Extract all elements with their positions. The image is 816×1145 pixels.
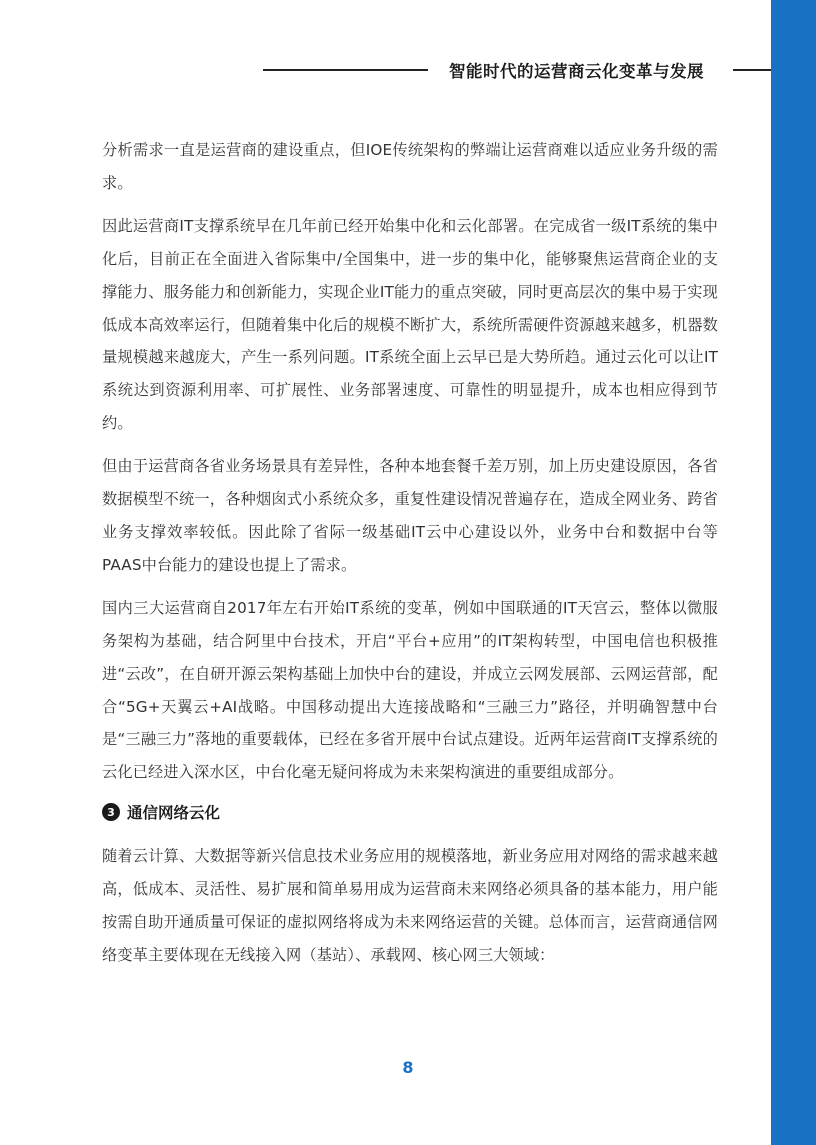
body-content — [102, 134, 718, 982]
section-heading — [102, 799, 718, 825]
paragraph: 随着云计算、大数据等新兴信息技术业务应用的规模落地，新业务应用对网络的需求越来越高，低成本、灵活性、易扩展和简单易用成为运营商未来网络必须具备的基本能力，用户能按需自助开通质量可保证的虚拟网络将成为未来网络运营的关键。总体而言，运营商通信网络变革主要体现在无线接入网（基站）、承载网、核心网三大领域： — [102, 847, 718, 964]
page-number: 8 — [402, 1058, 414, 1077]
running-header — [0, 56, 771, 86]
section-title: 通信网络云化 — [127, 804, 221, 823]
paragraph: 因此运营商IT支撑系统早在几年前已经开始集中化和云化部署。在完成省一级IT系统的集中化后，目前正在全面进入省际集中/全国集中，进一步的集中化，能够聚焦运营商企业的支撑能力、服务能力和创新能力，实现企业IT能力的重点突破，同时更高层次的集中易于实现低成本高效率运行，但随着集中化后的规模不断扩大，系统所需硬件资源越来越多，机器数量规模越来越庞大，产生一系列问题。IT系统全面上云早已是大势所趋。通过云化可以让IT系统达到资源利用率、可扩展性、业务部署速度、可靠性的明显提升，成本也相应得到节约。 — [102, 216, 718, 433]
side-color-bar — [771, 0, 816, 1145]
header-rule-left — [263, 69, 428, 71]
section-number-badge: 3 — [102, 803, 120, 821]
paragraph: 但由于运营商各省业务场景具有差异性，各种本地套餐千差万别，加上历史建设原因，各省数据模型不统一，各种烟囱式小系统众多，重复性建设情况普遍存在，造成全网业务、跨省业务支撑效率较低。因此除了省际一级基础IT云中心建设以外，业务中台和数据中台等PAAS中台能力的建设也提上了需求。 — [102, 457, 718, 574]
paragraph: 国内三大运营商自2017年左右开始IT系统的变革，例如中国联通的IT天宫云，整体以微服务架构为基础，结合阿里中台技术，开启“平台+应用”的IT架构转型，中国电信也积极推进“云改”，在自研开源云架构基础上加快中台的建设，并成立云网发展部、云网运营部，配合“5G+天翼云+AI战略。中国移动提出大连接战略和“三融三力”路径，并明确智慧中台是“三融三力”落地的重要载体，已经在多省开展中台试点建设。近两年运营商IT支撑系统的云化已经进入深水区，中台化毫无疑问将成为未来架构演进的重要组成部分。 — [102, 598, 718, 782]
paragraph: 分析需求一直是运营商的建设重点，但IOE传统架构的弊端让运营商难以适应业务升级的需求。 — [102, 141, 718, 192]
header-title: 智能时代的运营商云化变革与发展 — [449, 62, 704, 81]
header-rule-right — [733, 69, 771, 71]
